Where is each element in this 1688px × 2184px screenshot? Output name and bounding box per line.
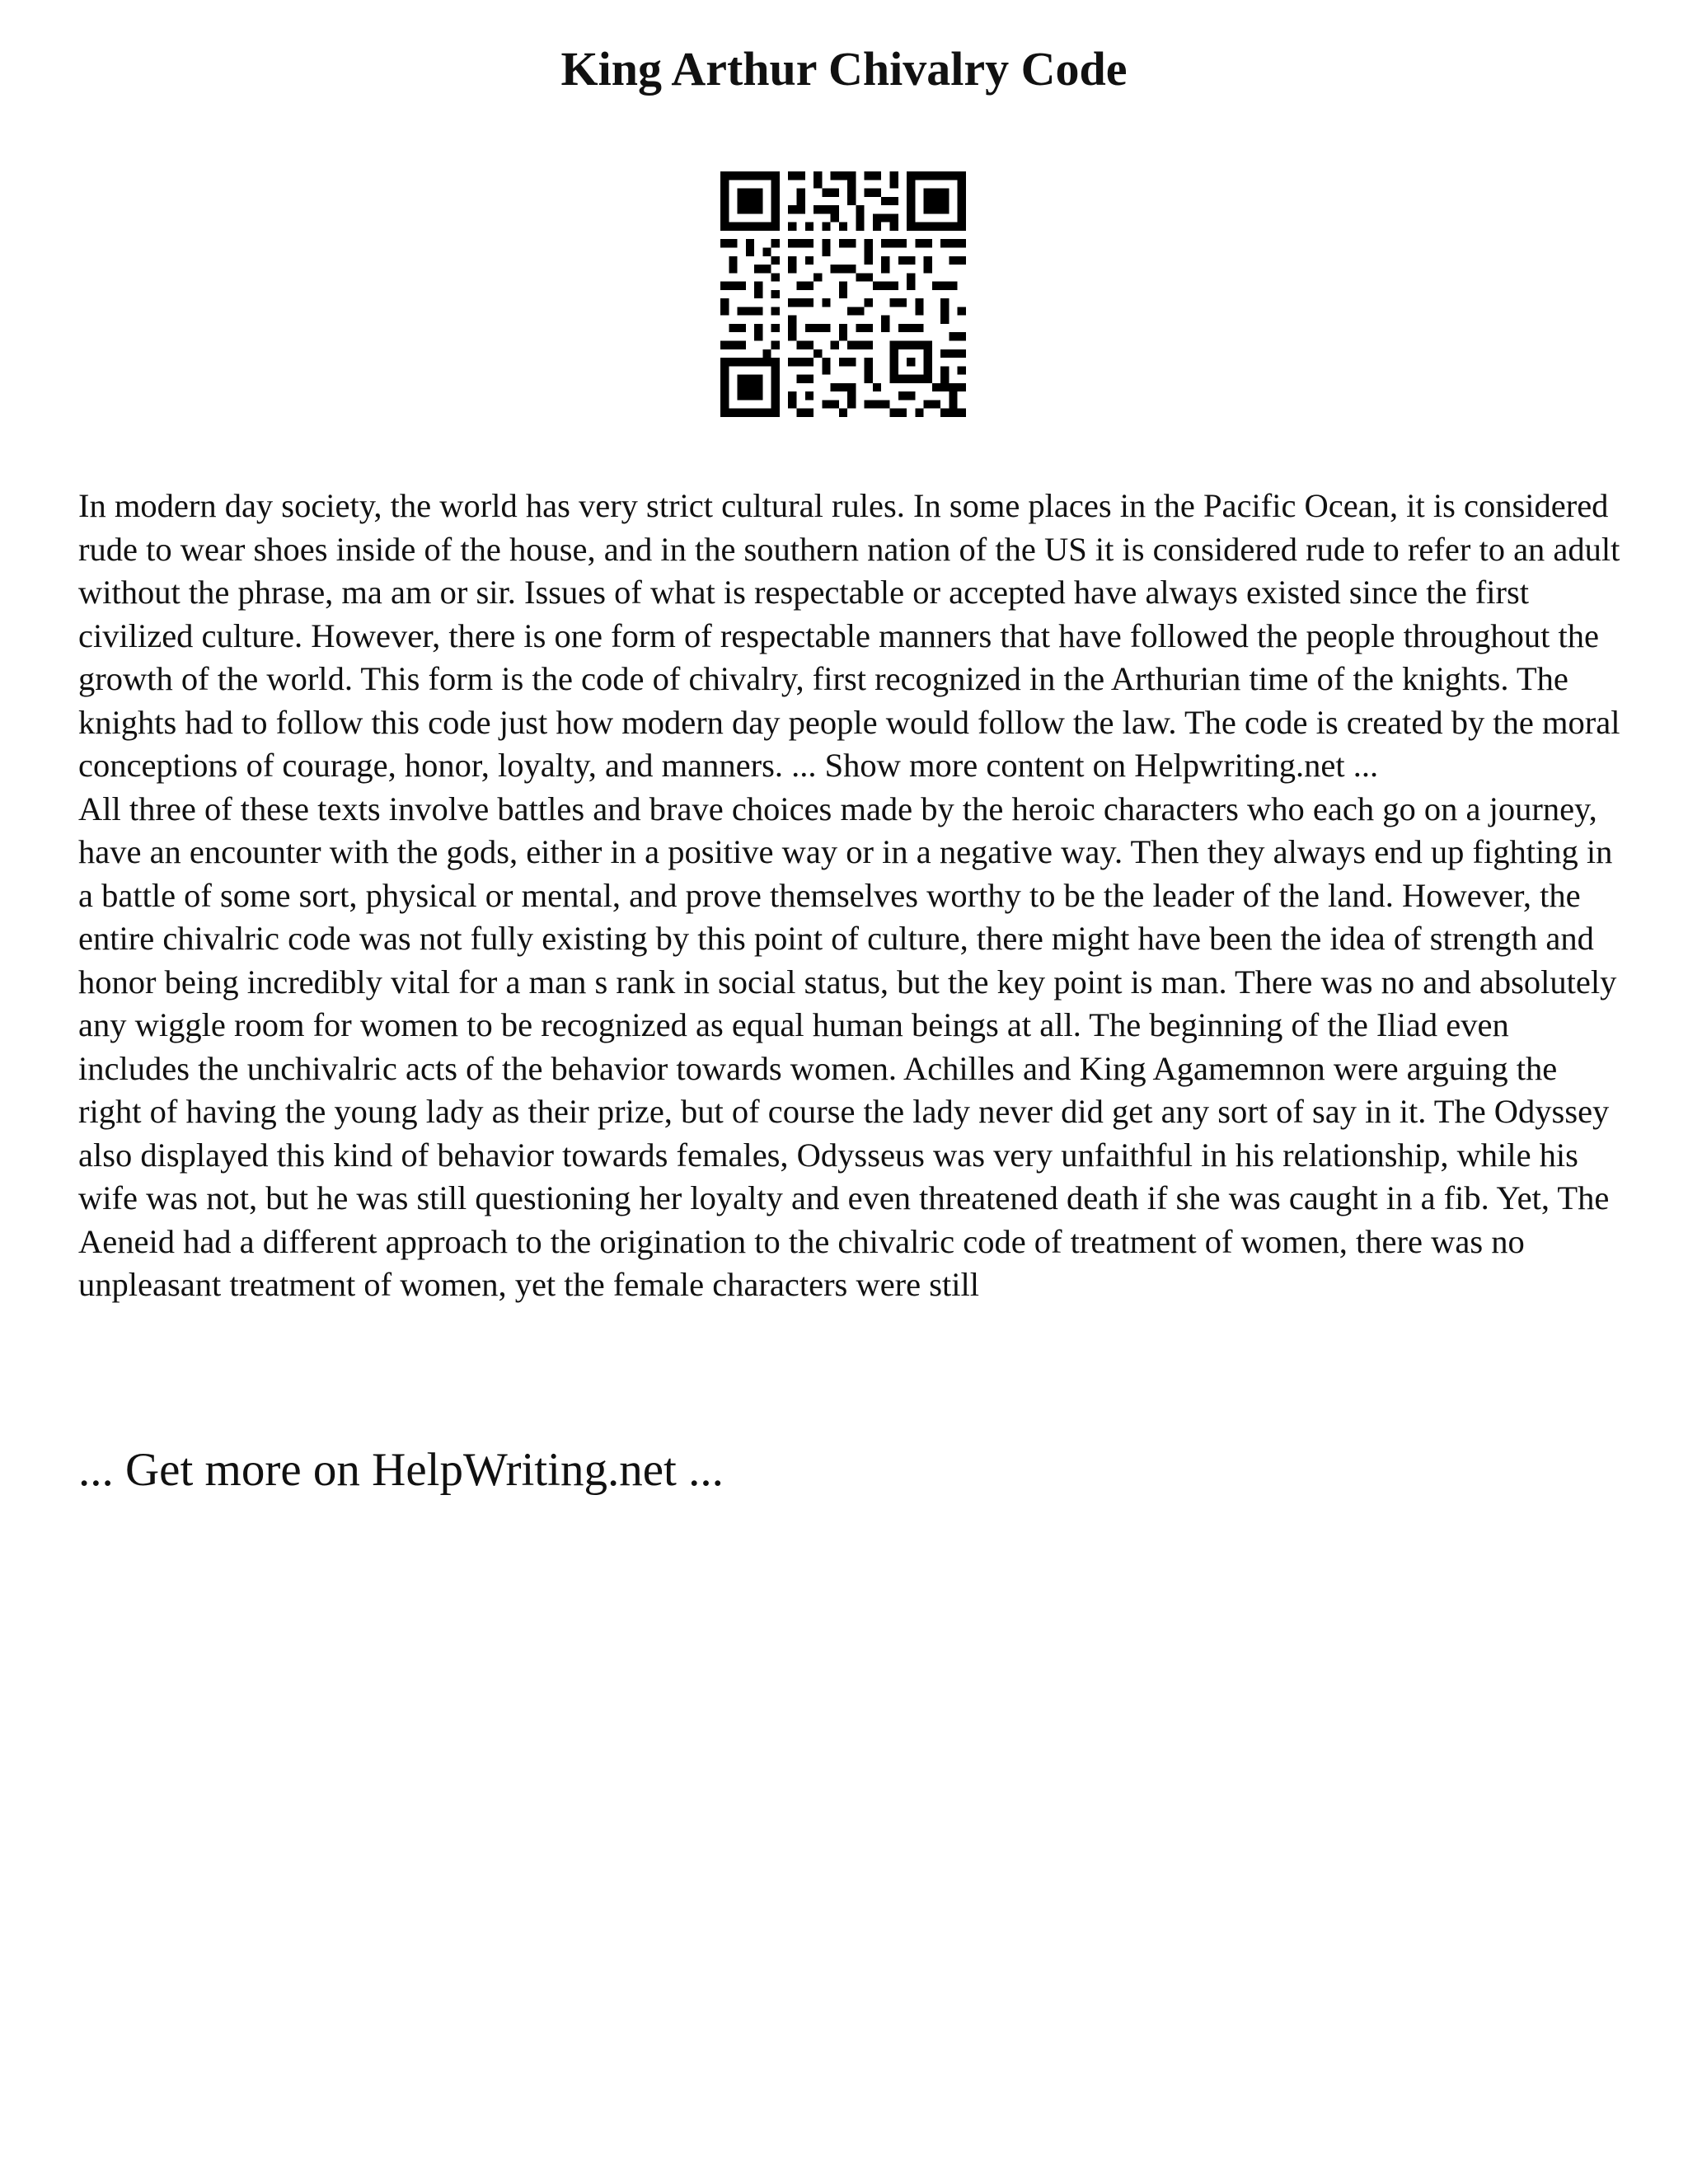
get-more-link[interactable]: ... Get more on HelpWriting.net ...: [78, 1444, 724, 1496]
page-title: King Arthur Chivalry Code: [560, 42, 1128, 96]
article-body: [78, 485, 1628, 1307]
paragraph-intro: In modern day society, the world has very strict cultural rules. In some places in the Pacific Ocean, it is considered rude to wear shoes inside of the house, and in the southern nation of the US it is considered rude to refer to an adult without the phrase, ma am or sir. Issues of what is respectable or accepted have always existed since the first civilized culture. However, there is one form of respectable manners that have followed the people throughout the growth of the world. This form is the code of chivalry, first recognized in the Arthurian time of the knights. The knights had to follow this code just how modern day people would follow the law. The code is created by the moral conceptions of courage, honor, loyalty, and manners. ... Show more content on Helpwriting.net ...: [78, 487, 1620, 784]
paragraph-main: All three of these texts involve battles and brave choices made by the heroic characters who each go on a journey, have an encounter with the gods, either in a positive way or in a negative way. Then they always end up fighting in a battle of some sort, physical or mental, and prove themselves worthy to be the leader of the land. However, the entire chivalric code was not fully existing by this point of culture, there might have been the idea of strength and honor being incredibly vital for a man s rank in social status, but the key point is man. There was no and absolutely any wiggle room for women to be recognized as equal human beings at all. The beginning of the Iliad even includes the unchivalric acts of the behavior towards women. Achilles and King Agamemnon were arguing the right of having the young lady as their prize, but of course the lady never did get any sort of say in it. The Odyssey also displayed this kind of behavior towards females, Odysseus was very unfaithful in his relationship, while his wife was not, but he was still questioning her loyalty and even threatened death if she was caught in a fib. Yet, The Aeneid had a different approach to the origination to the chivalric code of treatment of women, there was no unpleasant treatment of women, yet the female characters were still: [78, 790, 1617, 1303]
qr-code-icon: [720, 171, 966, 417]
